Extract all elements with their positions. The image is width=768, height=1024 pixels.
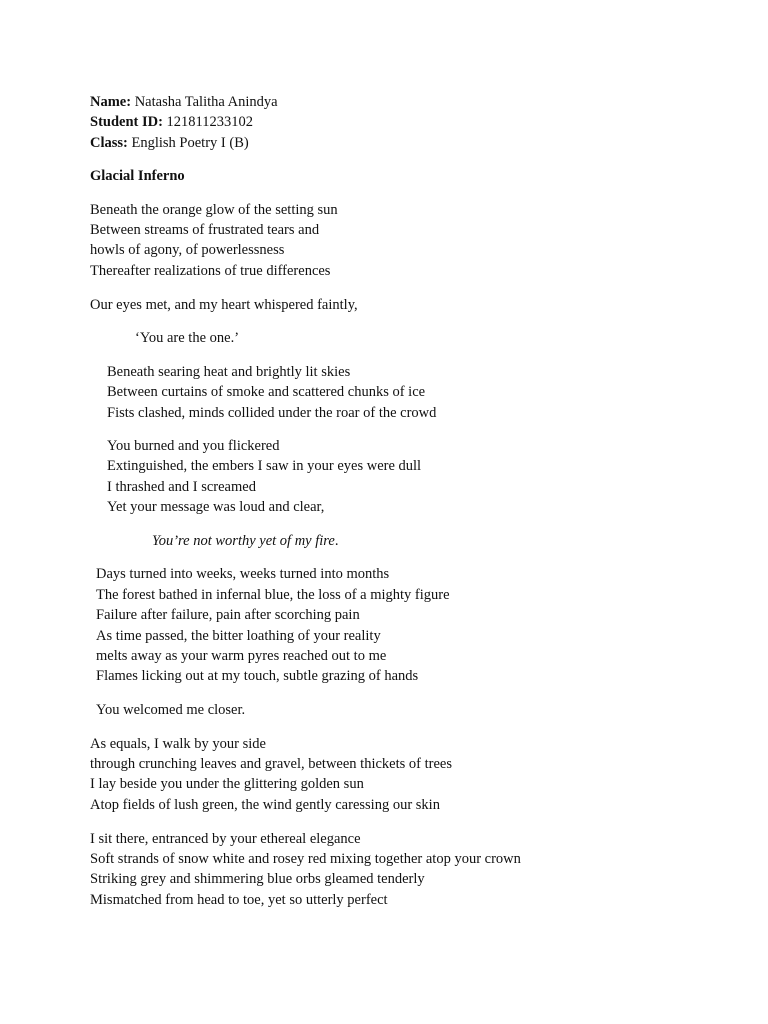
student-name-line — [90, 92, 278, 112]
poem-line: As equals, I walk by your side — [90, 736, 266, 752]
poem-line: You welcomed me closer. — [96, 702, 246, 718]
poem-line: Atop fields of lush green, the wind gently caressing our skin — [90, 797, 440, 813]
name-label: Name: — [90, 94, 132, 110]
poem-line: Fists clashed, minds collided under the roar of the crowd — [107, 405, 437, 421]
poem-line: through crunching leaves and gravel, between thickets of trees — [90, 756, 452, 772]
poem-line: As time passed, the bitter loathing of your reality — [96, 628, 381, 644]
student-id-line — [90, 112, 253, 132]
poem-line: Beneath the orange glow of the setting sun — [90, 202, 338, 218]
poem-line-italic — [152, 531, 338, 551]
name-value: Natasha Talitha Anindya — [131, 94, 278, 110]
poem-line: Mismatched from head to toe, yet so utterly perfect — [90, 892, 388, 908]
poem-line: Yet your message was loud and clear, — [107, 499, 325, 515]
poem-line: howls of agony, of powerlessness — [90, 242, 285, 258]
poem-line: Our eyes met, and my heart whispered faintly, — [90, 297, 358, 313]
poem-line: I lay beside you under the glittering golden sun — [90, 776, 364, 792]
poem-line: Soft strands of snow white and rosey red mixing together atop your crown — [90, 851, 521, 867]
student-id-label: Student ID: — [90, 114, 163, 130]
poem-title: Glacial Inferno — [90, 168, 185, 184]
not-worthy-period: . — [334, 533, 339, 549]
poem-line: Flames licking out at my touch, subtle grazing of hands — [96, 668, 419, 684]
class-line — [90, 133, 249, 153]
poem-line: I thrashed and I screamed — [107, 479, 256, 495]
poem-line: Thereafter realizations of true differences — [90, 263, 331, 279]
not-worthy-text: You’re not worthy yet of my fire — [152, 533, 335, 549]
poem-line: Between curtains of smoke and scattered chunks of ice — [107, 384, 426, 400]
poem-line: melts away as your warm pyres reached out to me — [96, 648, 387, 664]
class-label: Class: — [90, 135, 128, 151]
class-value: English Poetry I (B) — [127, 135, 249, 151]
poem-line: The forest bathed in infernal blue, the loss of a mighty figure — [96, 587, 450, 603]
student-id-value: 121811233102 — [162, 114, 254, 130]
poem-line: Failure after failure, pain after scorching pain — [96, 607, 360, 623]
poem-line-quote: ‘You are the one.’ — [135, 330, 240, 346]
poem-line: I sit there, entranced by your ethereal elegance — [90, 831, 361, 847]
poem-line: Striking grey and shimmering blue orbs gleamed tenderly — [90, 871, 425, 887]
poem-line: You burned and you flickered — [107, 438, 280, 454]
poem-line: Beneath searing heat and brightly lit skies — [107, 364, 351, 380]
poem-line: Days turned into weeks, weeks turned into months — [96, 566, 390, 582]
poem-line: Between streams of frustrated tears and — [90, 222, 320, 238]
poem-line: Extinguished, the embers I saw in your eyes were dull — [107, 458, 422, 474]
